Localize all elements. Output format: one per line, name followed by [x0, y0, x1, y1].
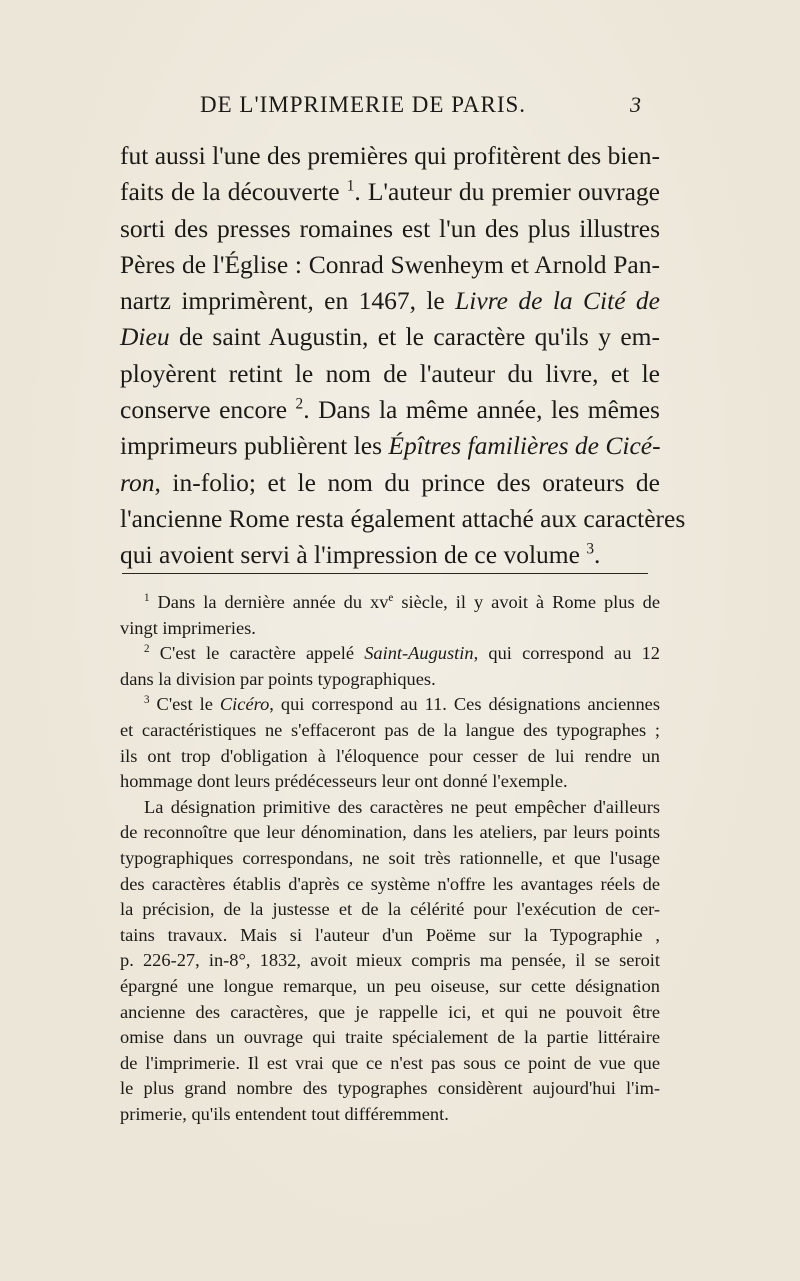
text-run: l'ancienne Rome resta également attaché aux caractères — [120, 503, 686, 533]
text-run: , qui correspond au 12 — [473, 643, 660, 664]
text-run: des caractères établis d'après ce système n'offre les avantages réels de — [120, 873, 660, 894]
footnote-line — [120, 974, 660, 1000]
footnote-marker: 2 — [144, 643, 150, 656]
text-run: épargné une longue remarque, un peu oiseuse, sur cette désignation — [120, 975, 660, 996]
text-run: faits de la découverte — [120, 177, 347, 207]
body-line — [120, 247, 660, 283]
superscript: 3 — [586, 540, 594, 558]
text-run: p. 226-27, in-8°, 1832, avoit mieux compris ma pensée, il se seroit — [120, 950, 660, 971]
body-line — [120, 283, 660, 319]
text-run: Pères de l'Église : Conrad Swenheym et Arnold Pan- — [120, 249, 660, 279]
footnote-line — [120, 590, 660, 616]
text-run: nartz imprimèrent, en 1467, le — [120, 286, 456, 316]
page-number: 3 — [630, 92, 641, 117]
footnote-line — [120, 667, 660, 693]
superscript: 1 — [346, 177, 355, 195]
text-run: conserve encore — [120, 395, 296, 425]
footnote-line — [120, 846, 660, 872]
footnote-line — [120, 897, 660, 923]
footnotes — [120, 590, 660, 1127]
footnote-line — [120, 795, 660, 821]
text-run: . — [593, 540, 601, 570]
text-run: hommage dont leurs prédécesseurs leur ont donné l'exemple. — [120, 771, 568, 792]
body-line — [120, 428, 660, 464]
italic-text: Épîtres familières de Cicé- — [388, 431, 661, 461]
text-run: de l'imprimerie. Il est vrai que ce n'est pas sous ce point de vue que — [120, 1052, 660, 1073]
footnote-separator — [122, 573, 648, 574]
body-line — [120, 211, 660, 247]
italic-text: Dieu — [120, 322, 170, 352]
footnote-line — [120, 769, 660, 795]
text-run: qui avoient servi à l'impression de ce volume — [120, 540, 587, 570]
italic-text: ron — [120, 467, 155, 497]
footnote-line — [120, 820, 660, 846]
text-run: dans la division par points typographiques. — [120, 668, 436, 689]
footnote-line — [120, 692, 660, 718]
running-head: DE L'IMPRIMERIE DE PARIS. — [200, 92, 527, 117]
text-run: typographiques correspondans, ne soit très rationnelle, et que l'usage — [120, 847, 660, 868]
body-line — [120, 174, 660, 210]
text-run: le plus grand nombre des typographes considèrent aujourd'hui l'im- — [120, 1078, 660, 1099]
footnote-line — [120, 923, 660, 949]
body-line — [120, 356, 660, 392]
body-line — [120, 392, 660, 428]
text-run: et caractéristiques ne s'effaceront pas de la langue des typographes ; — [120, 719, 660, 740]
footnote-line — [120, 641, 660, 667]
footnote-line — [120, 616, 660, 642]
superscript: e — [388, 591, 394, 604]
text-run: , qui correspond au 11. Ces désignations anciennes — [269, 694, 661, 715]
italic-text: Saint-Augustin — [364, 643, 474, 664]
text-run: , in-folio; et le nom du prince des orateurs de — [154, 467, 660, 497]
footnote-marker: 3 — [144, 694, 150, 707]
text-run: primerie, qu'ils entendent tout différemment. — [120, 1103, 449, 1124]
text-run: siècle, il y avoit à Rome plus de — [393, 592, 660, 612]
footnote-line — [120, 1102, 660, 1128]
page-header — [200, 92, 641, 122]
text-run: vingt imprimeries. — [120, 617, 256, 638]
text-run: ancienne des caractères, que je rappelle ici, et qui ne pouvoit être — [120, 1001, 660, 1022]
superscript: 2 — [295, 395, 304, 413]
text-run: C'est le caractère appelé — [149, 643, 365, 664]
footnote-line — [120, 948, 660, 974]
text-run: de reconnoître que leur dénomination, dans les ateliers, par leurs points — [120, 822, 660, 843]
footnote-marker: 1 — [144, 591, 150, 604]
body-line — [120, 138, 660, 174]
footnote-line — [120, 718, 660, 744]
italic-text: Cicéro — [219, 694, 270, 715]
text-run: . Dans la même année, les mêmes — [303, 395, 660, 425]
body-line — [120, 465, 660, 501]
text-run: imprimeurs publièrent les — [120, 431, 389, 461]
italic-text: Livre de la Cité de — [455, 286, 660, 316]
text-run: ils ont trop d'obligation à l'éloquence pour cesser de lui rendre un — [120, 745, 660, 766]
text-run: . L'auteur du premier ouvrage — [354, 177, 660, 207]
footnote-line — [120, 1051, 660, 1077]
text-run: La désignation primitive des caractères ne peut empêcher d'ailleurs — [144, 796, 660, 817]
text-run: omise dans un ouvrage qui traite spécialement de la partie littéraire — [120, 1027, 660, 1048]
text-run: Dans la dernière année du xv — [149, 592, 389, 612]
text-run: tains travaux. Mais si l'auteur d'un Poëme sur la Typographie , — [120, 924, 660, 945]
body-line — [120, 537, 660, 573]
body-line — [120, 501, 686, 537]
footnote-line — [120, 1076, 660, 1102]
footnote-line — [120, 872, 660, 898]
text-run: ployèrent retint le nom de l'auteur du livre, et le — [120, 358, 660, 388]
text-run: fut aussi l'une des premières qui profitèrent des bien- — [120, 141, 660, 170]
text-run: sorti des presses romaines est l'un des plus illustres — [120, 213, 660, 243]
body-line — [120, 319, 660, 355]
text-run: de saint Augustin, et le caractère qu'ils y em- — [169, 322, 660, 352]
main-text — [120, 138, 686, 574]
text-run: C'est le — [149, 694, 220, 715]
footnote-line — [120, 744, 660, 770]
footnote-line — [120, 1000, 660, 1026]
footnote-line — [120, 1025, 660, 1051]
text-run: la précision, de la justesse et de la célérité pour l'exécution de cer- — [120, 899, 660, 920]
